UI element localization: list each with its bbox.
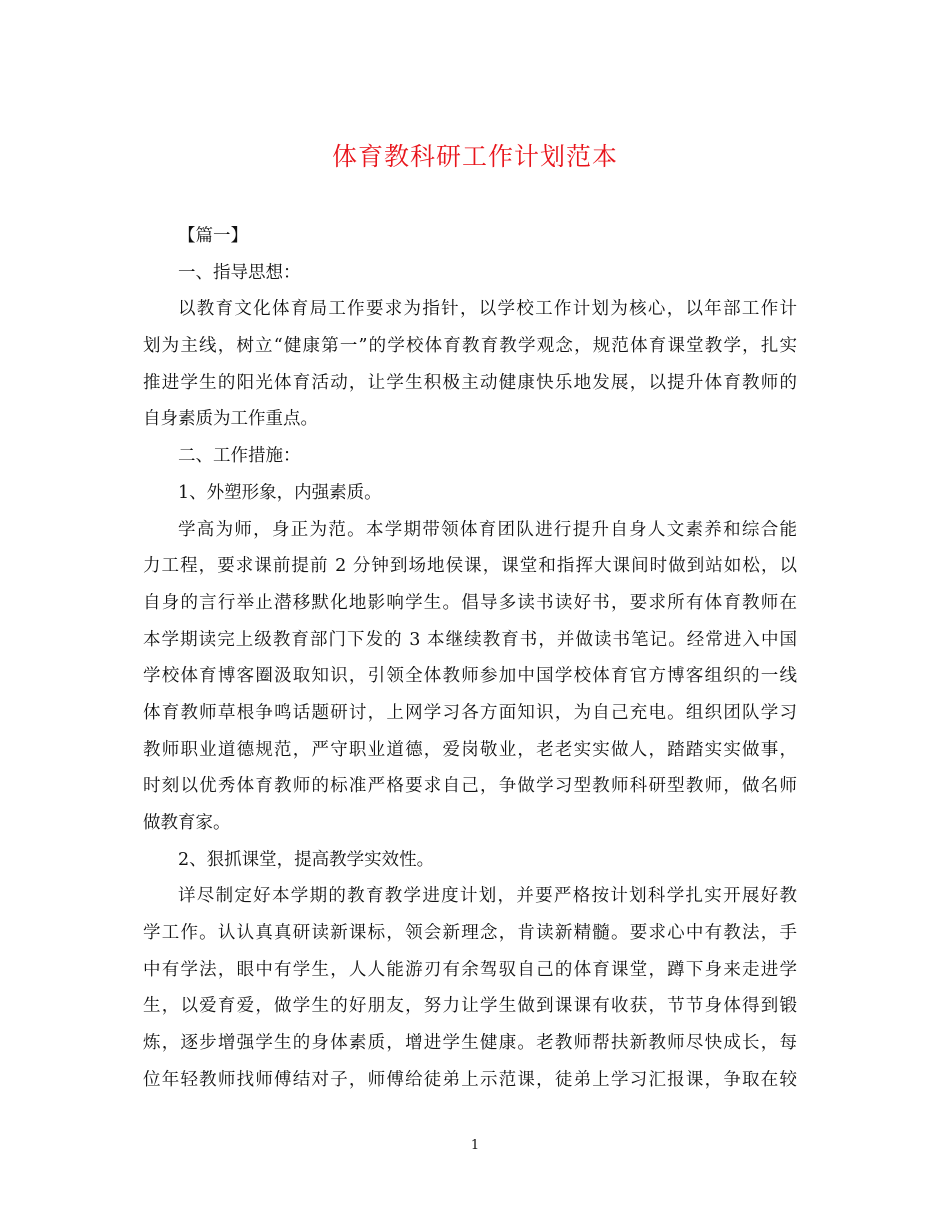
heading-work-measures: 二、工作措施： [178,446,301,467]
page-title: 体育教科研工作计划范本 [331,142,618,171]
paragraph-line: 做教育家。 [143,813,231,833]
paragraph-line: 体育教师草根争鸣话题研讨，上网学习各方面知识，为自己充电。组织团队学习 [143,702,797,723]
page-number: 1 [470,1138,480,1153]
paragraph-line: 学工作。认认真真研读新课标，领会新理念，肯读新精髓。要求心中有教法，手 [143,923,797,944]
paragraph-line: 时刻以优秀体育教师的标准严格要求自己，争做学习型教师科研型教师，做名师 [143,776,797,797]
paragraph-line: 自身素质为工作重点。 [143,409,318,430]
subheading-classroom: 2、狠抓课堂，提高教学实效性。 [178,849,435,870]
paragraph-line: 划为主线，树立“健康第一”的学校体育教育教学观念，规范体育课堂教学，扎实 [143,336,797,357]
paragraph-line: 以教育文化体育局工作要求为指针，以学校工作计划为核心，以年部工作计 [178,299,797,320]
paragraph-line: 生，以爱育爱，做学生的好朋友，努力让学生做到课课有收获，节节身体得到锻 [143,996,797,1017]
paragraph-line: 详尽制定好本学期的教育教学进度计划，并要严格按计划科学扎实开展好教 [178,886,797,907]
paragraph-line: 中有学法，眼中有学生，人人能游刃有余驾驭自己的体育课堂，蹲下身来走进学 [143,959,797,980]
paragraph-line: 学校体育博客圈汲取知识，引领全体教师参加中国学校体育官方博客组织的一线 [143,666,797,687]
document-body [143,218,797,1099]
heading-guiding-thought: 一、指导思想： [178,262,301,283]
paragraph-line: 力工程，要求课前提前 2 分钟到场地侯课，课堂和指挥大课间时做到站如松，以 [143,556,797,577]
subheading-image-quality: 1、外塑形象，内强素质。 [178,482,382,503]
paragraph-line: 位年轻教师找师傅结对子，师傅给徒弟上示范课，徒弟上学习汇报课，争取在较 [143,1069,797,1090]
paragraph-line: 教师职业道德规范，严守职业道德，爱岗敬业，老老实实做人，踏踏实实做事， [143,739,797,760]
paragraph-line: 自身的言行举止潜移默化地影响学生。倡导多读书读好书，要求所有体育教师在 [143,592,797,613]
paragraph-line: 炼，逐步增强学生的身体素质，增进学生健康。老教师帮扶新教师尽快成长，每 [143,1033,797,1054]
paragraph-line: 学高为师，身正为范。本学期带领体育团队进行提升自身人文素养和综合能 [178,519,797,540]
paragraph-line: 本学期读完上级教育部门下发的 3 本继续教育书，并做读书笔记。经常进入中国 [143,629,797,650]
section-heading: 【篇一】 [178,226,248,246]
paragraph-line: 推进学生的阳光体育活动，让学生积极主动健康快乐地发展，以提升体育教师的 [143,372,797,393]
